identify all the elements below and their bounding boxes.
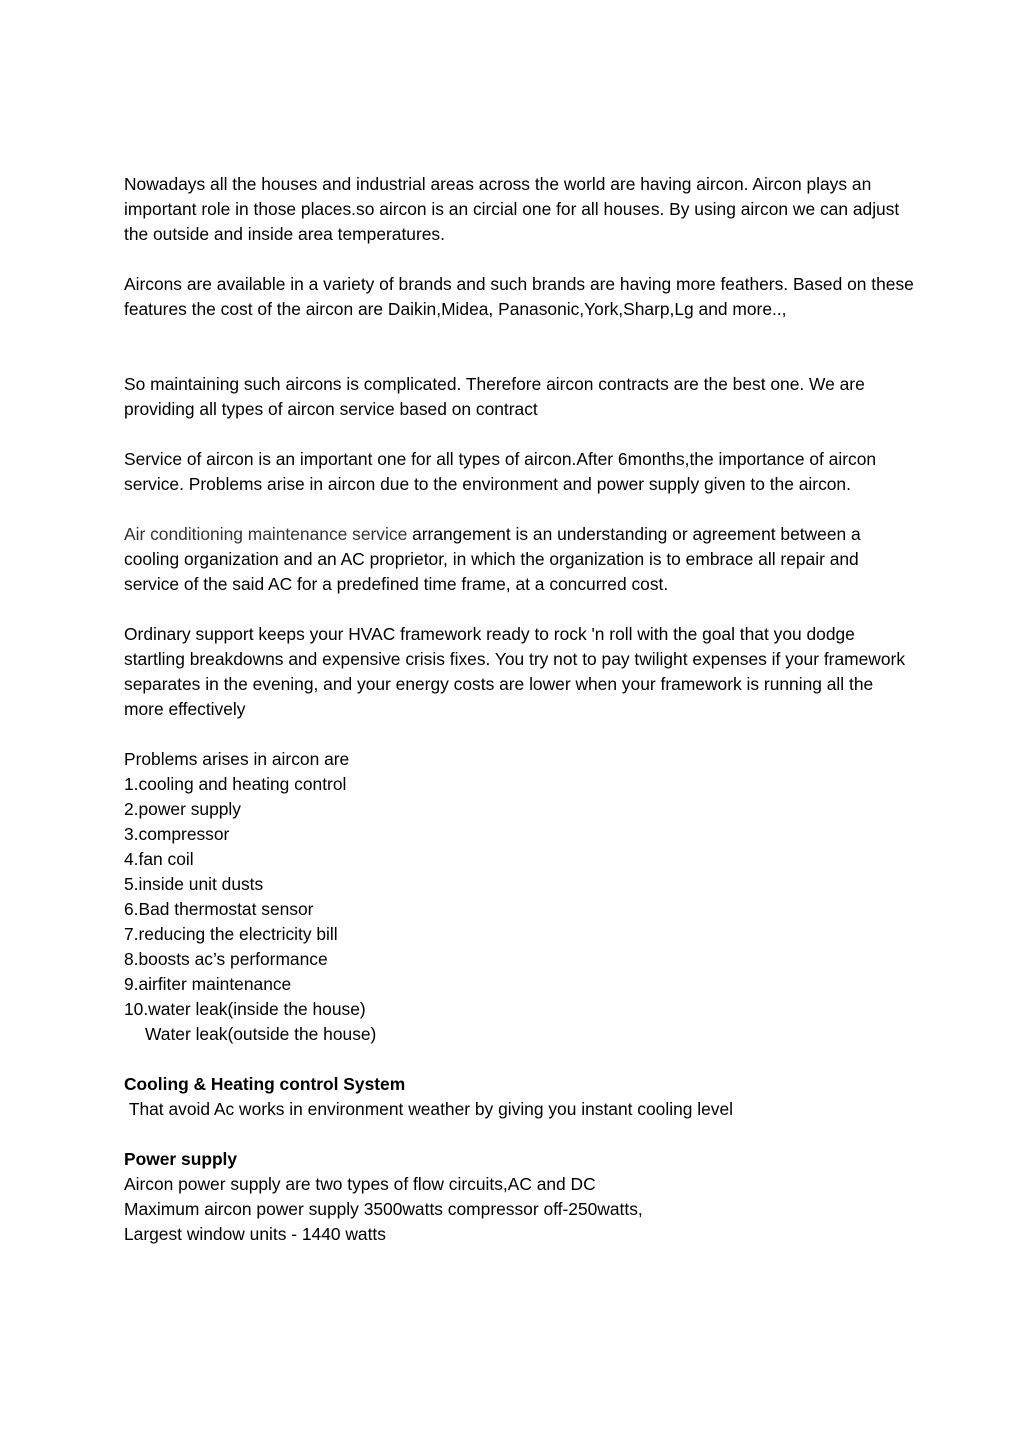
list-item: 9.airfiter maintenance: [124, 974, 292, 994]
list-item: 3.compressor: [124, 824, 230, 844]
list-item: 4.fan coil: [124, 849, 194, 869]
cooling-body: That avoid Ac works in environment weather by giving you instant cooling level: [124, 1099, 734, 1119]
cooling-heading: Cooling & Heating control System: [124, 1074, 406, 1094]
power-supply-line: Aircon power supply are two types of flow circuits,AC and DC: [124, 1174, 596, 1194]
maintenance-service-link[interactable]: Air conditioning maintenance service: [124, 524, 408, 544]
contract-paragraph: So maintaining such aircons is complicated. Therefore aircon contracts are the best one. We are providing all types of aircon service based on contract: [124, 374, 865, 419]
intro-paragraph: Nowadays all the houses and industrial areas across the world are having aircon. Aircon plays an important role in those places.so aircon is an circial one for all houses. By using aircon we can adjust the outside and inside area temperatures.: [124, 174, 900, 244]
maintenance-paragraph: [124, 522, 914, 597]
power-supply-heading: Power supply: [124, 1149, 238, 1169]
problems-list: [124, 772, 914, 1047]
problems-intro: Problems arises in aircon are: [124, 749, 350, 769]
list-item: 2.power supply: [124, 799, 241, 819]
list-item: 8.boosts ac’s performance: [124, 949, 328, 969]
support-paragraph: Ordinary support keeps your HVAC framework ready to rock 'n roll with the goal that you dodge startling breakdowns and expensive crisis fixes. You try not to pay twilight expenses if your framework separates in the evening, and your energy costs are lower when your framework is running all the more effectively: [124, 624, 906, 719]
maintenance-paragraph-text: arrangement is an understanding or agreement between a cooling organization and an AC proprietor, in which the organization is to embrace all repair and service of the said AC for a predefined time frame, at a concurred cost.: [124, 524, 861, 594]
list-item: 6.Bad thermostat sensor: [124, 899, 314, 919]
service-paragraph: Service of aircon is an important one for all types of aircon.After 6months,the importance of aircon service. Problems arise in aircon due to the environment and power supply given to the aircon.: [124, 449, 877, 494]
list-item: 10.water leak(inside the house): [124, 999, 366, 1019]
power-supply-line: Largest window units - 1440 watts: [124, 1224, 386, 1244]
list-item: 1.cooling and heating control: [124, 774, 347, 794]
power-supply-line: Maximum aircon power supply 3500watts compressor off-250watts,: [124, 1199, 643, 1219]
document-page: [124, 172, 914, 1247]
list-sub-item: Water leak(outside the house): [145, 1024, 377, 1044]
list-item: 5.inside unit dusts: [124, 874, 264, 894]
brands-paragraph: Aircons are available in a variety of brands and such brands are having more feathers. Based on these features the cost of the aircon are Daikin,Midea, Panasonic,York,Sharp,Lg and more..,: [124, 274, 914, 319]
list-item: 7.reducing the electricity bill: [124, 924, 338, 944]
